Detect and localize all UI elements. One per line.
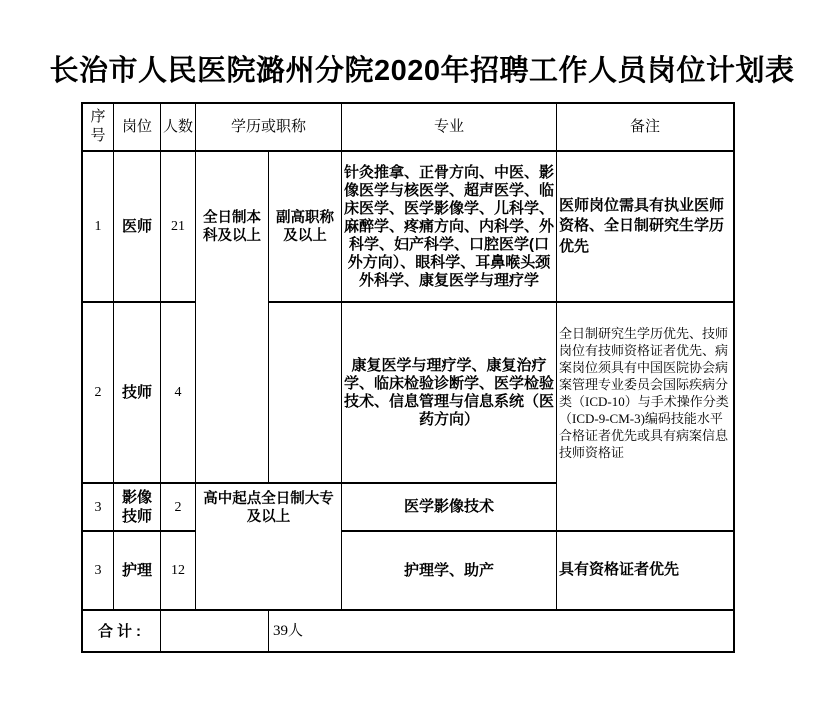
cell-seq-2: 2	[83, 303, 114, 484]
cell-position-3: 影像技师	[114, 484, 161, 532]
cell-position-4: 护理	[114, 532, 161, 611]
cell-headcount-3: 2	[161, 484, 196, 532]
col-header-notes: 备注	[557, 104, 733, 152]
page-title: 长治市人民医院潞州分院2020年招聘工作人员岗位计划表	[49, 55, 795, 87]
total-empty-cell	[161, 611, 269, 651]
col-header-headcount: 人数	[161, 104, 196, 152]
cell-major-2: 康复医学与理疗学、康复治疗学、临床检验诊断学、医学检验技术、信息管理与信息系统（医药方向）	[342, 303, 557, 484]
cell-degree-1-merged: 全日制本科及以上	[196, 152, 269, 484]
cell-notes-4: 具有资格证者优先	[557, 532, 733, 611]
cell-seq-4: 3	[83, 532, 114, 611]
cell-headcount-2: 4	[161, 303, 196, 484]
cell-major-1: 针灸推拿、正骨方向、中医、影像医学与核医学、超声医学、临床医学、医学影像学、儿科学、麻醉学、疼痛方向、内科学、外科学、妇产科学、口腔医学(口外方向）、眼科学、耳鼻喉头颈外科学、康复医学与理疗学	[342, 152, 557, 303]
cell-major-3: 医学影像技术	[342, 484, 557, 532]
cell-position-2: 技师	[114, 303, 161, 484]
cell-seq-1: 1	[83, 152, 114, 303]
col-header-seq: 序号	[83, 104, 114, 152]
total-label: 合计:	[83, 611, 161, 651]
cell-notes-2-3-merged: 全日制研究生学历优先、技师岗位有技师资格证者优先、病案岗位须具有中国医院协会病案管理专业委员会国际疾病分类（ICD-10）与手术操作分类（ICD-9-CM-3)编码技能水平合格证者优先或具有病案信息技师资格证	[557, 303, 733, 532]
total-value: 39人	[273, 622, 304, 639]
cell-major-4: 护理学、助产	[342, 532, 557, 611]
cell-degree-3-4-merged: 高中起点全日制大专及以上	[196, 484, 342, 611]
cell-position-1: 医师	[114, 152, 161, 303]
col-header-qualification: 学历或职称	[196, 104, 342, 152]
recruitment-table	[81, 102, 735, 653]
col-header-position: 岗位	[114, 104, 161, 152]
cell-title-req-1: 副高职称及以上	[269, 152, 342, 303]
cell-seq-3: 3	[83, 484, 114, 532]
cell-headcount-4: 12	[161, 532, 196, 611]
cell-title-req-2-empty	[269, 303, 342, 484]
col-header-major: 专业	[342, 104, 557, 152]
cell-headcount-1: 21	[161, 152, 196, 303]
cell-notes-1: 医师岗位需具有执业医师资格、全日制研究生学历优先	[557, 152, 733, 303]
